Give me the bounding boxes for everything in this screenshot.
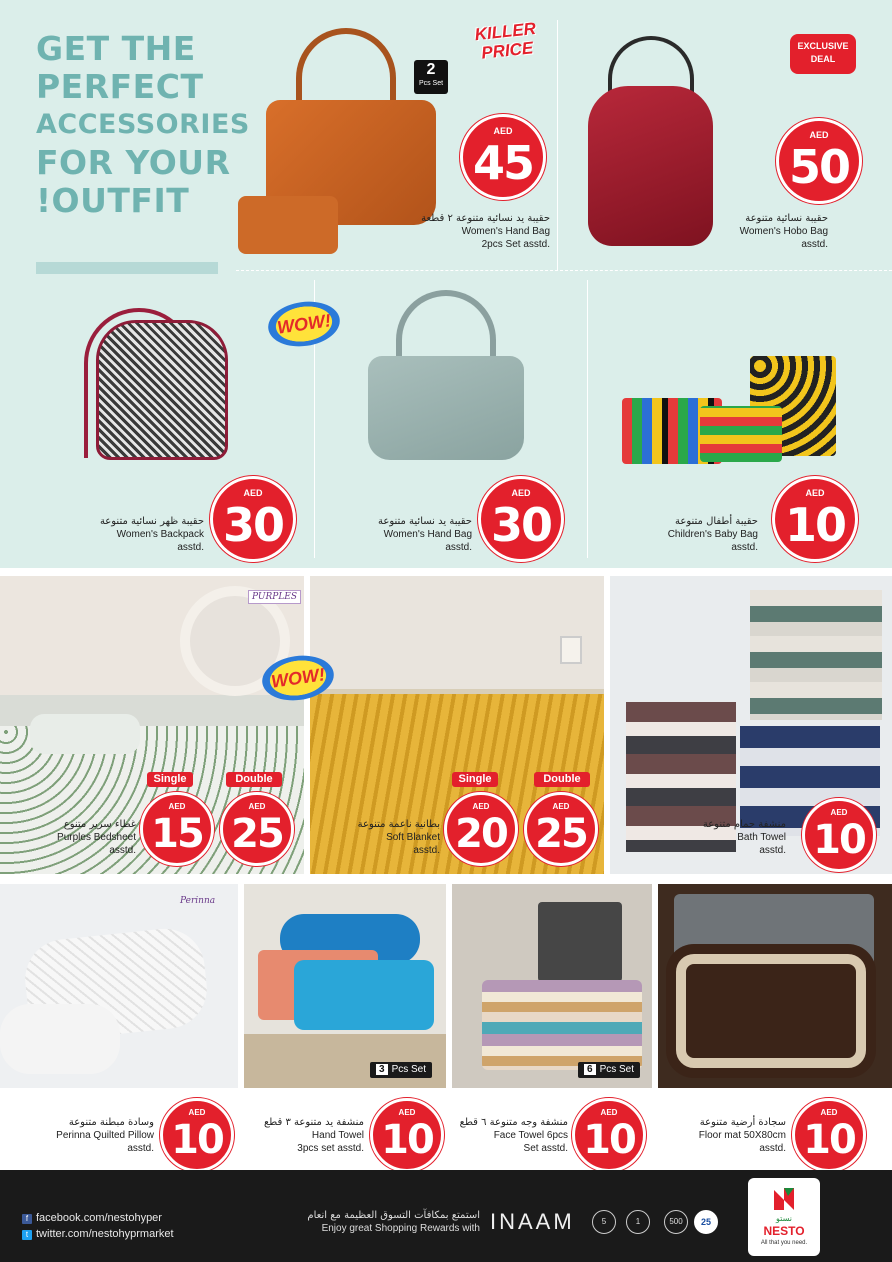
price-value: 30 [222,498,283,552]
divider [557,20,558,270]
price-badge [772,476,858,562]
houndstooth-backpack-image [96,320,228,460]
desc-english: Purples Bedsheet [57,832,136,843]
price-currency: AED [511,488,531,498]
product-description [640,1116,786,1155]
stacked-towels-image [750,590,882,720]
price-currency: AED [820,1108,838,1117]
hero-line: FOR YOUR [36,143,231,182]
points-circle: 25 [694,1210,718,1234]
price-currency: AED [809,130,829,140]
perinna-logo: Perinna [180,896,216,906]
footer [0,1170,892,1262]
desc-english: Bath Towel [737,832,786,843]
price-badge-double [524,792,598,866]
twitter-link[interactable] [22,1228,174,1240]
price-value: 10 [784,498,845,552]
price-value: 10 [171,1117,223,1163]
desc-english: Floor mat 50X80cm [698,1130,786,1141]
wow-burst: WOW! [265,297,342,351]
desc-english: asstd. [801,239,828,250]
cyan-towel-image [294,960,434,1030]
purples-logo: PURPLES [248,590,301,604]
points-circle: 1 [626,1210,650,1234]
price-currency: AED [188,1108,206,1117]
price-badge-double [220,792,294,866]
pcs-set-badge [578,1062,640,1078]
product-description [300,212,550,251]
price-value: 30 [490,498,551,552]
price-currency: AED [493,126,513,136]
price-currency: AED [805,488,825,498]
pillow-image [30,714,140,754]
desc-english: asstd. [177,542,204,553]
points-circle: 500 [664,1210,688,1234]
hero-line: GET THE [36,29,196,68]
desc-english: 2pcs Set asstd. [481,239,550,250]
inaam-english: Enjoy great Shopping Rewards with [321,1223,480,1234]
brand-tagline: All that you need. [760,1240,808,1246]
desc-english: Face Towel 6pcs [493,1130,568,1141]
product-description [226,1116,364,1155]
product-description [6,818,136,857]
price-badge [792,1098,866,1172]
desc-arabic: حقيبة ظهر نسائية متنوعة [99,516,204,527]
colorful-bag-image [700,406,782,462]
nesto-logo [748,1178,820,1256]
desc-arabic: وسادة مبطنة متنوعة [68,1117,154,1128]
hero-underline [36,262,218,274]
frame-image [560,636,582,664]
price-badge-single [444,792,518,866]
brand-name: NESTO [763,1224,805,1238]
price-currency: AED [600,1108,618,1117]
desc-english: Women's Hand Bag [383,529,472,540]
stacked-towels-image [482,980,642,1070]
desc-english: Women's Hand Bag [461,226,550,237]
hero-line: PERFECT [36,67,204,106]
bag-handle [296,28,396,108]
price-badge [776,118,862,204]
twitter-text: twitter.com/nestohyprmarket [36,1228,174,1240]
desc-arabic: حقيبة يد نسائية متنوعة [377,516,472,527]
product-handbag[interactable] [360,286,530,466]
product-baby-bag[interactable] [600,356,870,472]
killer-price-line: PRICE [480,38,535,63]
desc-arabic: حقيبة يد نسائية متنوعة ٢ قطعة [421,213,550,224]
desc-english: asstd. [445,542,472,553]
desc-english: Women's Hobo Bag [739,226,828,237]
price-badge [160,1098,234,1172]
product-description [432,1116,568,1155]
price-badge [460,114,546,200]
product-floor-mat[interactable] [658,884,892,1088]
product-description [590,515,758,554]
product-pillow[interactable] [0,884,238,1088]
pillow-image [0,1004,120,1074]
desc-arabic: منشفة يد متنوعة ٣ قطع [263,1117,364,1128]
hero-line: ACCESSORIES [36,109,250,140]
desc-arabic: بطانية ناعمة متنوعة [357,819,440,830]
product-description [600,212,828,251]
pcs-set-number: 2 [426,61,436,78]
wow-burst: WOW! [259,651,336,705]
desc-english: Women's Backpack [116,529,204,540]
price-badge [572,1098,646,1172]
pcs-set-number: 6 [584,1064,596,1075]
desc-english: Perinna Quilted Pillow [56,1130,154,1141]
price-value: 15 [151,811,203,857]
brand-arabic: نستو [776,1214,792,1223]
price-value: 25 [231,811,283,857]
facebook-icon: f [22,1214,32,1224]
desc-english: asstd. [413,845,440,856]
hero-headline [36,29,250,220]
double-tag: Double [226,772,282,787]
product-hand-towel[interactable] [244,884,446,1088]
facebook-link[interactable] [22,1212,162,1224]
product-description [300,818,440,857]
desc-arabic: منشفة حمام متنوعة [702,819,786,830]
product-face-towel[interactable] [452,884,652,1088]
pcs-set-text: Pcs Set [418,80,444,87]
price-currency: AED [243,488,263,498]
price-currency: AED [398,1108,416,1117]
price-currency: AED [830,808,848,817]
desc-arabic: سجادة أرضية متنوعة [699,1117,786,1128]
grey-handbag-image [368,356,524,460]
pcs-set-badge [370,1062,432,1078]
price-badge [210,476,296,562]
twitter-icon: t [22,1230,32,1240]
exclusive-deal-badge [790,34,856,74]
price-value: 10 [583,1117,635,1163]
desc-arabic: منشفة وجه متنوعة ٦ قطع [459,1117,568,1128]
grey-towel-image [538,902,622,982]
desc-english: asstd. [759,1143,786,1154]
nesto-mark-icon [770,1184,798,1212]
price-currency: AED [168,802,186,811]
desc-arabic: حقيبة أطفال متنوعة [675,516,758,527]
desc-arabic: حقيبة نسائية متنوعة [745,213,828,224]
price-value: 20 [455,811,507,857]
brown-mat-image [676,954,866,1068]
price-currency: AED [472,802,490,811]
desc-english: 3pcs set asstd. [297,1143,364,1154]
desc-english: asstd. [127,1143,154,1154]
desc-english: Children's Baby Bag [667,529,758,540]
desc-arabic: غطاء سرير متنوع [63,819,136,830]
product-description [6,1116,154,1155]
price-value: 10 [803,1117,855,1163]
inaam-logo: INAAM [490,1209,575,1234]
pcs-set-number: 3 [376,1064,388,1075]
price-value: 10 [381,1117,433,1163]
exclusive-line: EXCLUSIVE [797,41,849,51]
price-badge [802,798,876,872]
facebook-text: facebook.com/nestohyper [36,1212,162,1224]
product-description [640,818,786,857]
price-value: 45 [472,136,533,190]
desc-english: asstd. [731,542,758,553]
price-value: 50 [788,140,849,194]
product-description [300,515,472,554]
desc-english: Set asstd. [523,1143,568,1154]
divider [236,270,892,271]
price-value: 10 [813,817,865,863]
inaam-arabic: استمتع بمكافآت التسوق العظيمة مع انعام [307,1210,480,1221]
price-value: 25 [535,811,587,857]
price-badge-single [140,792,214,866]
pcs-set-badge [414,60,448,94]
price-currency: AED [248,802,266,811]
hero-line: !OUTFIT [36,181,190,220]
price-currency: AED [552,802,570,811]
table-image [244,1034,446,1088]
pcs-set-text: Pcs Set [599,1064,635,1075]
product-description [30,515,204,554]
double-tag: Double [534,772,590,787]
product-backpack[interactable] [66,300,266,470]
points-circle: 5 [592,1210,616,1234]
single-tag: Single [452,772,498,787]
single-tag: Single [147,772,193,787]
desc-english: asstd. [759,845,786,856]
killer-price-line: KILLER [473,18,537,45]
desc-english: Soft Blanket [386,832,440,843]
killer-price-badge [464,18,551,78]
pcs-set-text: Pcs Set [391,1064,427,1075]
desc-english: asstd. [109,845,136,856]
price-badge [478,476,564,562]
divider [587,280,588,558]
exclusive-line: DEAL [810,54,836,64]
desc-english: Hand Towel [311,1130,364,1141]
